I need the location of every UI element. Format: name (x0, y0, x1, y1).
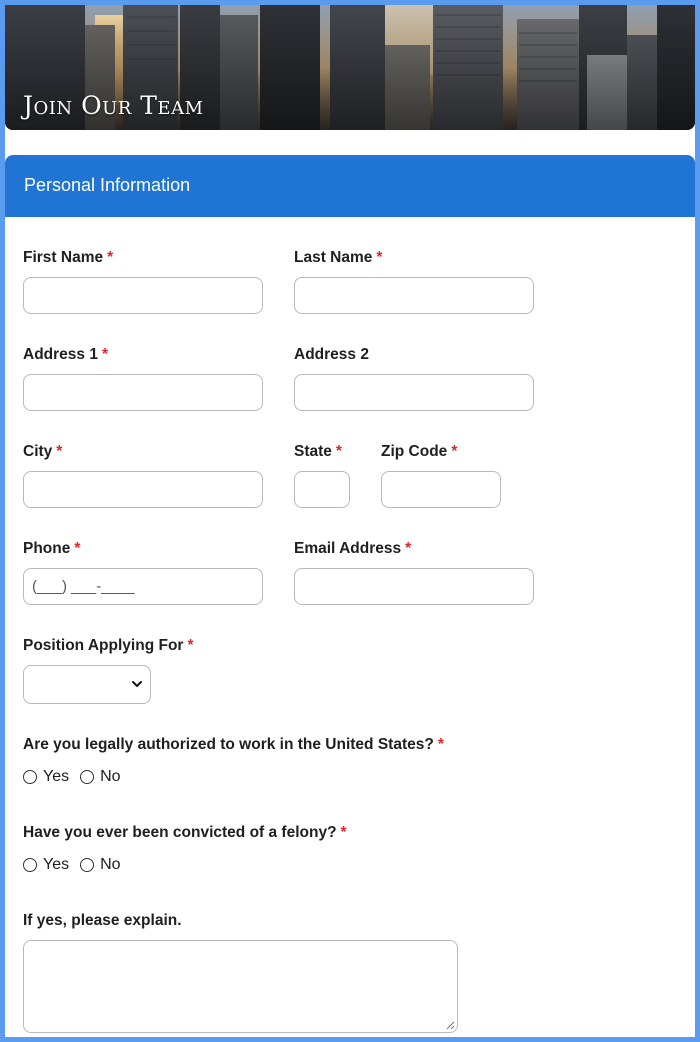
required-mark: * (405, 540, 412, 557)
explain-textarea[interactable] (23, 940, 458, 1033)
last-name-input[interactable] (294, 277, 534, 314)
authorized-question: Are you legally authorized to work in the United States? * (23, 736, 444, 753)
radio-button[interactable] (23, 770, 37, 784)
email-label: Email Address * (294, 540, 412, 557)
state-input[interactable] (294, 471, 350, 508)
required-mark: * (376, 249, 383, 266)
required-mark: * (187, 637, 194, 654)
required-mark: * (335, 443, 342, 460)
city-input[interactable] (23, 471, 263, 508)
required-mark: * (340, 824, 347, 841)
zip-input[interactable] (381, 471, 501, 508)
felony-no-option[interactable]: No (80, 856, 120, 874)
felony-question: Have you ever been convicted of a felony? * (23, 824, 347, 841)
authorized-yes-option[interactable]: Yes (23, 768, 69, 786)
address2-input[interactable] (294, 374, 534, 411)
felony-yes-option[interactable]: Yes (23, 856, 69, 874)
radio-button[interactable] (23, 858, 37, 872)
position-label: Position Applying For * (23, 637, 194, 654)
form-container (5, 5, 695, 1037)
required-mark: * (56, 443, 63, 460)
first-name-label: First Name * (23, 249, 114, 266)
required-mark: * (451, 443, 458, 460)
chevron-down-icon (132, 679, 142, 689)
resize-grip-icon[interactable] (445, 1020, 455, 1030)
last-name-label: Last Name * (294, 249, 383, 266)
address2-label: Address 2 (294, 346, 369, 363)
address1-input[interactable] (23, 374, 263, 411)
required-mark: * (107, 249, 114, 266)
required-mark: * (101, 346, 108, 363)
section-title: Personal Information (24, 175, 191, 195)
section-header (5, 155, 695, 217)
position-select[interactable] (23, 665, 151, 704)
radio-button[interactable] (80, 770, 94, 784)
required-mark: * (437, 736, 444, 753)
radio-button[interactable] (80, 858, 94, 872)
required-mark: * (74, 540, 81, 557)
authorized-no-option[interactable]: No (80, 768, 120, 786)
city-label: City * (23, 443, 63, 460)
banner-title: Join Our Team (23, 91, 204, 120)
zip-label: Zip Code * (381, 443, 458, 460)
state-label: State * (294, 443, 342, 460)
header-banner (5, 5, 695, 130)
email-input[interactable] (294, 568, 534, 605)
explain-label: If yes, please explain. (23, 912, 182, 929)
first-name-input[interactable] (23, 277, 263, 314)
address1-label: Address 1 * (23, 346, 108, 363)
phone-label: Phone * (23, 540, 81, 557)
authorized-radio-group (23, 768, 132, 786)
felony-radio-group (23, 856, 132, 874)
phone-input[interactable] (23, 568, 263, 605)
